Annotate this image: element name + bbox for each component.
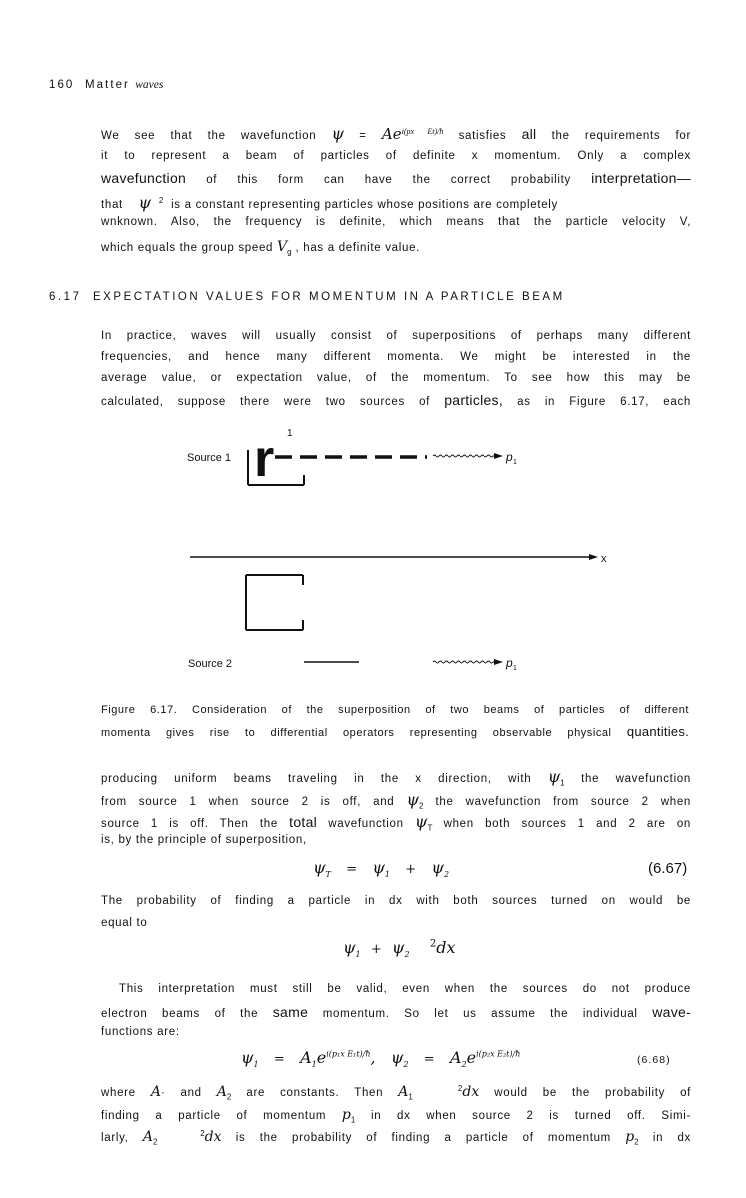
caption-line-1: Figure 6.17. Consideration of the superposition of two beams of particles of different bbox=[101, 704, 689, 716]
source-1-label: Source 1 bbox=[187, 452, 232, 464]
p1-line-5: wnknown. Also, the frequency is definite, which means that the particle velocity V, bbox=[101, 216, 691, 228]
p2-line-1: In practice, waves will usually consist of superpositions of perhaps many different bbox=[101, 330, 691, 342]
p3-line-3: source 1 is off. Then the total wavefunction $\psi_T$ when both sources 1 and 2 are on bbox=[101, 812, 691, 833]
p6-line-3: larly, $A_2$ $^2$dx is the probability of finding a particle of momentum $p_2$ in dx bbox=[101, 1129, 692, 1147]
equation-6-68: $\psi_1$ = $A_1e^{i(p_1x E_1t)/ħ}$, $\psi_2$ = $A_2e^{i(p_2x E_2t)/ħ}$ bbox=[241, 1048, 521, 1070]
page-number: 160 bbox=[49, 79, 75, 91]
running-header bbox=[49, 79, 349, 91]
source-2-box bbox=[246, 575, 303, 630]
momentum-label-2: p bbox=[506, 656, 513, 670]
p6-line-2: finding a particle of momentum $p_1$ in dx when source 2 is turned off. Simi- bbox=[101, 1107, 691, 1125]
p2-line-3: average value, or expectation value, of the momentum. To see how this may be bbox=[101, 372, 691, 384]
p4-line-1: The probability of finding a particle in dx with both sources turned on would be bbox=[101, 895, 691, 907]
caption-line-2: momenta gives rise to differential operators representing observable physical quantities. bbox=[101, 724, 689, 739]
momentum-sub-2: 1 bbox=[513, 665, 517, 672]
arrowhead-2 bbox=[494, 659, 503, 665]
p2-line-4: calculated, suppose there were two sources of particles, as in Figure 6.17, each bbox=[101, 392, 691, 408]
svg-text:r: r bbox=[254, 430, 275, 488]
figure-diagram bbox=[0, 410, 746, 685]
wave-arrow-2 bbox=[433, 661, 497, 663]
p5-line-3: functions are: bbox=[101, 1026, 180, 1038]
p2-line-2: frequencies, and hence many different momenta. We might be interested in the bbox=[101, 351, 691, 363]
probability-expression: $\psi_1 + \psi_2$ $^2$dx bbox=[343, 938, 456, 960]
equation-number-6-68: (6.68) bbox=[637, 1054, 671, 1066]
section-number: 6.17 bbox=[49, 291, 82, 303]
arrowhead-1 bbox=[494, 453, 503, 459]
p3-line-1: producing uniform beams traveling in the x direction, with $\psi_1$ the wavefunction bbox=[101, 767, 691, 788]
p1-line-3: wavefunction of this form can have the correct probability interpretation— bbox=[101, 170, 691, 186]
p5-line-2: electron beams of the same momentum. So let us assume the individual wave- bbox=[101, 1004, 692, 1020]
x-axis-label: x bbox=[601, 553, 607, 565]
equation-6-67: $\psi_T$ = $\psi_1$ + $\psi_2$ bbox=[313, 858, 450, 880]
wave-arrow-1 bbox=[433, 455, 497, 457]
p1-line-1: We see that the wavefunction $\psi = Ae^{i(px Et)/ħ}$ satisfies all the requirements for bbox=[101, 124, 692, 143]
section-title: EXPECTATION VALUES FOR MOMENTUM IN A PARTICLE BEAM bbox=[92, 291, 565, 303]
source-2-label: Source 2 bbox=[188, 658, 233, 670]
p3-line-4: is, by the principle of superposition, bbox=[101, 834, 307, 846]
p1-line-4: that ψ $^2$ is a constant representing particles whose positions are completely bbox=[101, 193, 558, 212]
source-1-box bbox=[248, 430, 304, 488]
p1-line-6: which equals the group speed $V_g$ , has a definite value. bbox=[101, 239, 421, 257]
equation-number-6-67: (6.67) bbox=[648, 860, 688, 877]
p1-line-2: it to represent a beam of particles of definite x momentum. Only a complex bbox=[101, 150, 691, 162]
p3-line-2: from source 1 when source 2 is off, and $\psi_2$ the wavefunction from source 2 when bbox=[101, 790, 691, 811]
p4-line-2: equal to bbox=[101, 917, 148, 929]
running-title: Matter bbox=[84, 79, 130, 91]
p5-line-1: This interpretation must still be valid, even when the sources do not produce bbox=[119, 983, 691, 995]
p6-line-1: where A· and $A_2$ are constants. Then $A_1$ $^2$dx would be the probability of bbox=[101, 1084, 692, 1102]
figure-6-17 bbox=[0, 410, 746, 685]
section-heading bbox=[49, 291, 689, 303]
momentum-sub-1: 1 bbox=[513, 459, 517, 466]
source-1-superscript: 1 bbox=[287, 428, 293, 439]
running-title-italic: waves bbox=[135, 79, 164, 91]
momentum-label-1: p bbox=[506, 450, 513, 464]
x-axis-arrowhead bbox=[589, 554, 598, 560]
